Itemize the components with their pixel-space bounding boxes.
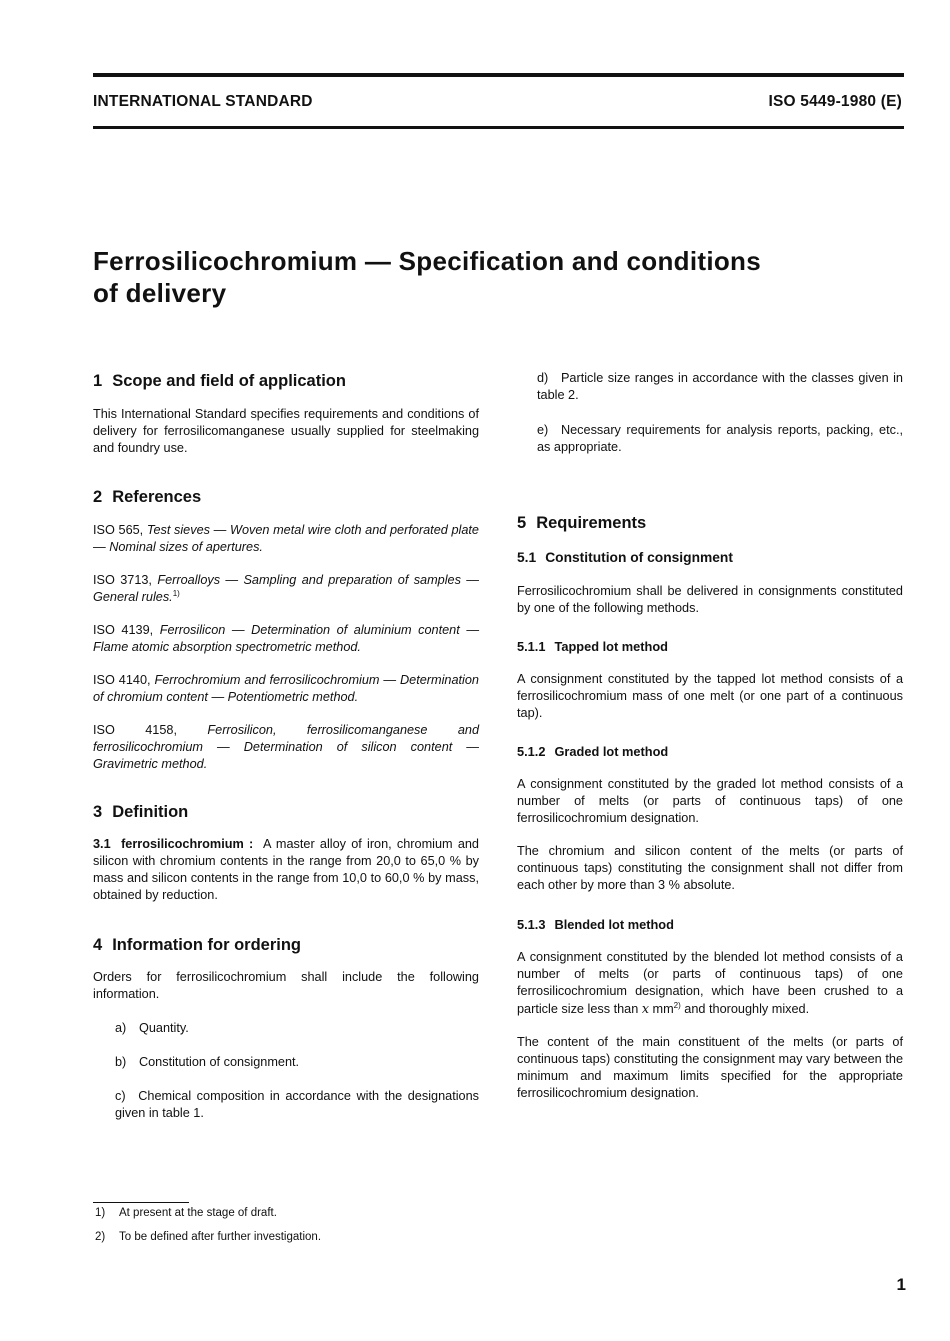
footnote-ref: 2) <box>673 1000 681 1010</box>
title-line-1: Ferrosilicochromium — Specification and conditions <box>93 246 761 276</box>
reference-item: ISO 4139, Ferrosilicon — Determination of aluminium content — Flame atomic absorption spectrometric method. <box>93 623 480 654</box>
section-1-heading: 1 Scope and field of application <box>93 372 346 390</box>
section-5-1-2-text-2: The chromium and silicon content of the melts (or parts of continuous taps) constituting the consignment shall not differ from each other by more than 3 % absolute. <box>517 844 903 892</box>
section-4-heading: 4 Information for ordering <box>93 936 302 954</box>
right-column <box>517 370 903 1102</box>
footnote-ref: 1) <box>172 588 180 598</box>
page-number: 1 <box>896 1275 906 1294</box>
header-top-rule <box>93 73 904 77</box>
title-line-2: of delivery <box>93 278 227 308</box>
header-standard-type: INTERNATIONAL STANDARD <box>93 93 313 110</box>
footnote-2: 2) To be defined after further investigation. <box>95 1231 322 1243</box>
section-5-1-3-text-1: A consignment constituted by the blended lot method consists of a number of melts (or parts of continuous taps) of one ferrosilicochromium designation, which have been crushed to a particle size less than x $mm^{2)}$ and thoroughly mixed. <box>517 950 903 1016</box>
ordering-item-d: d) Particle size ranges in accordance with the classes given in table 2. <box>537 371 903 402</box>
reference-item: ISO 3713, Ferroalloys — Sampling and preparation of samples — General rules.$^{1)}$ <box>93 573 479 604</box>
document-title <box>93 245 893 309</box>
section-2-heading: 2 References <box>93 488 202 506</box>
section-5-1-text: Ferrosilicochromium shall be delivered in consignments constituted by one of the following methods. <box>517 584 903 615</box>
section-5-1-2-heading: 5.1.2 Graded lot method <box>517 744 669 759</box>
section-5-1-1-heading: 5.1.1 Tapped lot method <box>517 639 668 654</box>
reference-item: ISO 4158, Ferrosilicon, ferrosilicomanganese and ferrosilicochromium — Determination of silicon content — Gravimetric method. <box>93 723 480 771</box>
reference-item: ISO 565, Test sieves — Woven metal wire cloth and perforated plate — Nominal sizes of apertures. <box>93 523 479 554</box>
header-bottom-rule <box>93 126 904 129</box>
ordering-item-b: b) Constitution of consignment. <box>115 1055 300 1069</box>
section-5-1-3-heading: 5.1.3 Blended lot method <box>517 917 674 932</box>
section-5-1-2-text-1: A consignment constituted by the graded lot method consists of a number of melts (or parts of continuous taps) of one ferrosilicochromium designation. <box>517 777 903 825</box>
ordering-item-e: e) Necessary requirements for analysis reports, packing, etc., as appropriate. <box>537 423 903 454</box>
header-standard-number: ISO 5449-1980 (E) <box>768 93 902 110</box>
ordering-item-a: a) Quantity. <box>115 1021 189 1035</box>
section-1-text: This International Standard specifies requirements and conditions of delivery for ferrosilicomanganese usually supplied for steelmaking and foundry use. <box>93 407 479 455</box>
section-5-heading: 5 Requirements <box>517 514 647 532</box>
footnote-1: 1) At present at the stage of draft. <box>95 1207 277 1219</box>
reference-item: ISO 4140, Ferrochromium and ferrosilicochromium — Determination of chromium content — Potentiometric method. <box>93 673 479 704</box>
footnotes <box>95 1206 595 1254</box>
section-5-1-1-text: A consignment constituted by the tapped lot method consists of a ferrosilicochromium mass of one melt (or one part of a continuous tap). <box>517 672 903 720</box>
ordering-item-c: c) Chemical composition in accordance with the designations given in table 1. <box>115 1089 479 1120</box>
left-column <box>93 370 479 1122</box>
section-3-heading: 3 Definition <box>93 803 189 821</box>
section-4-intro: Orders for ferrosilicochromium shall include the following information. <box>93 970 479 1001</box>
footnote-rule <box>93 1202 189 1203</box>
section-5-1-3-text-2: The content of the main constituent of the melts (or parts of continuous taps) constituting the consignment may vary between the minimum and maximum limits specified for the appropriate ferrosilicochromium designation. <box>517 1035 903 1100</box>
section-5-1-heading: 5.1 Constitution of consignment <box>517 550 733 565</box>
definition-3-1: 3.1 ferrosilicochromium : A master alloy of iron, chromium and silicon with chromium contents in the range from 20,0 to 65,0 % by mass and silicon contents in the range from 10,0 to 60,0 % by mass, obtained by reduction. <box>93 837 479 902</box>
